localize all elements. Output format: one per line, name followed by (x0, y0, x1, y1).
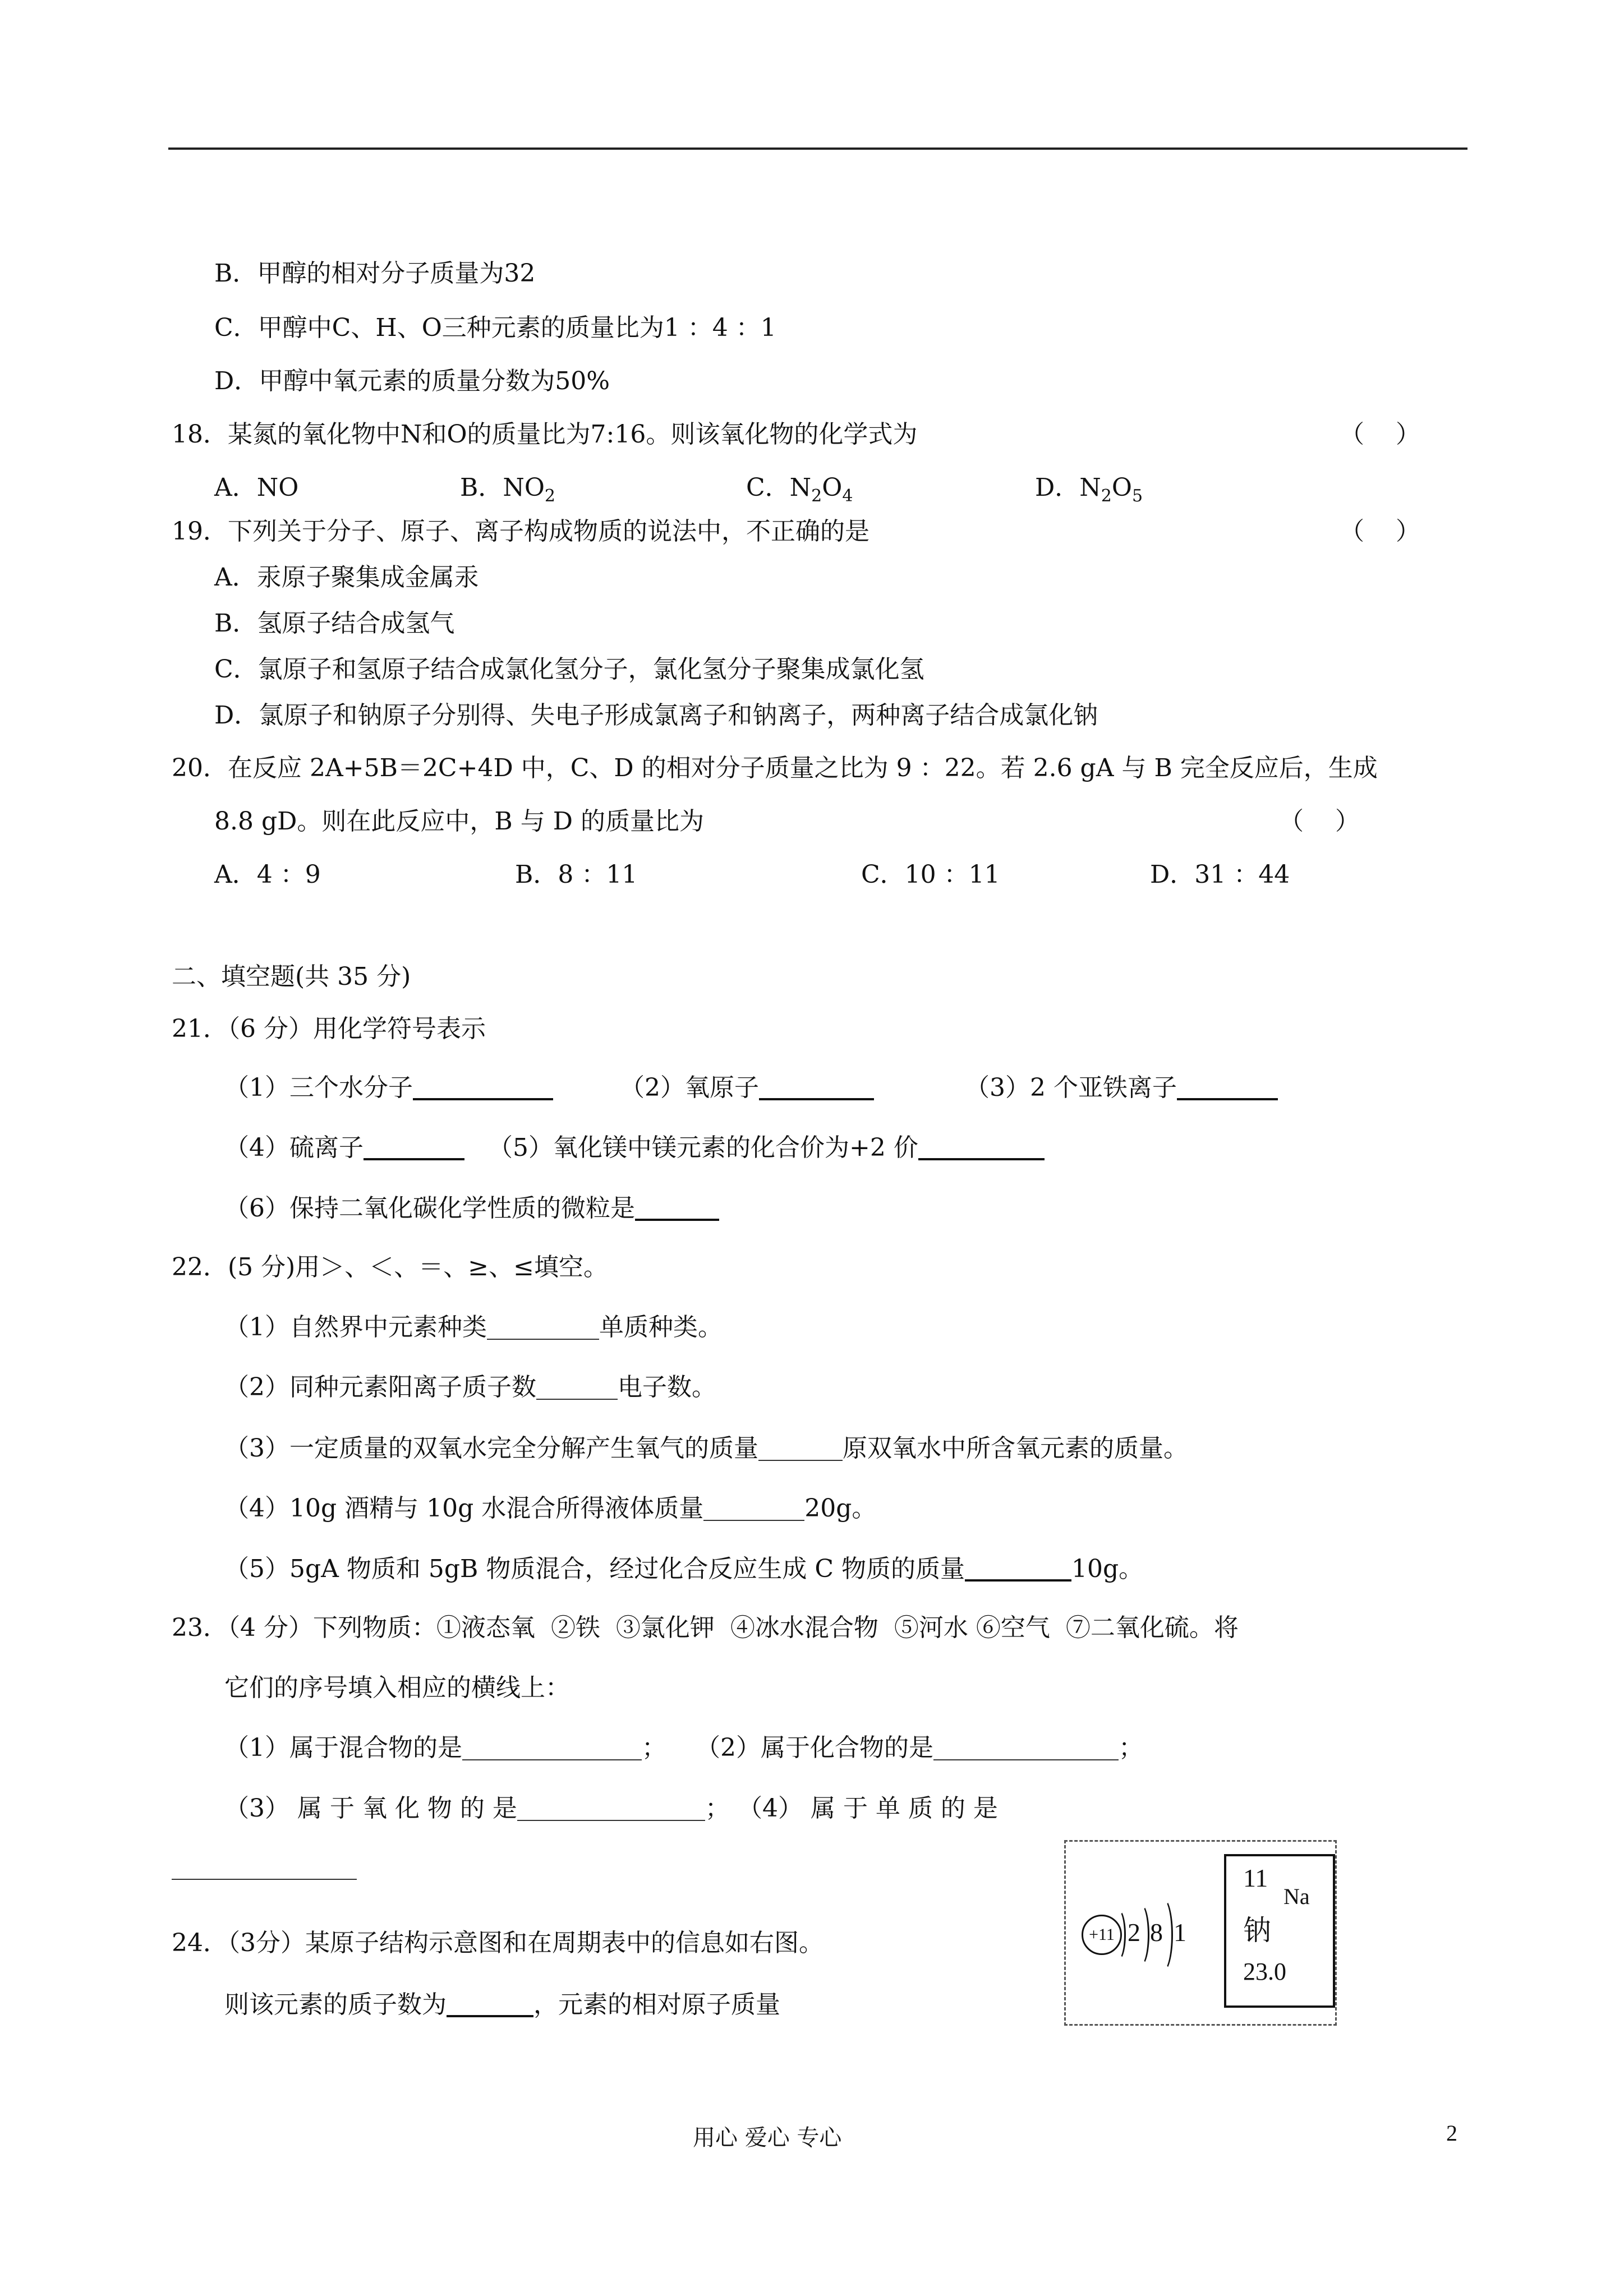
q20-stem-line1: 20．在反应 2A+5B＝2C+4D 中，C、D 的相对分子质量之比为 9 ：22。若 2.6 gA 与 B 完全反应后，生成 (172, 754, 1378, 782)
element-symbol: Na (1283, 1884, 1310, 1909)
q20-option-d: D．31 ：44 (1150, 860, 1290, 889)
q24-stem: 24．（3分）某原子结构示意图和在周期表中的信息如右图。 (172, 1929, 823, 1957)
q21-part5: （5）氧化镁中镁元素的化合价为+2 价 (488, 1131, 1045, 1165)
q21-part4: （4）硫离子 (224, 1131, 464, 1165)
q23-part3: （3） 属 于 氧 化 物 的 是 ； (224, 1794, 730, 1823)
q21-part6: （6）保持二氧化碳化学性质的微粒是 (224, 1192, 719, 1225)
periodic-table-tile (1224, 1854, 1335, 2008)
atom-nucleus: +11 (1082, 1915, 1122, 1955)
q20-answer-bracket: （ ） (1279, 807, 1360, 836)
q21-part2: （2）氧原子 (620, 1071, 874, 1105)
q21-stem: 21．（6 分）用化学符号表示 (172, 1015, 486, 1043)
q18-option-a: A．NO (214, 473, 299, 502)
page-number: 2 (1446, 2120, 1457, 2146)
q23-stem-line1: 23．（4 分）下列物质：①液态氧 ②铁 ③氯化钾 ④冰水混合物 ⑤河水 ⑥空气 ⑦二氧化硫。将 (172, 1613, 1239, 1642)
q18-option-c: C．$N_2O_4$ (746, 473, 853, 506)
q19-answer-bracket: （ ） (1340, 517, 1420, 546)
q19-option-b: B．氢原子结合成氢气 (214, 609, 455, 638)
header-rule (168, 147, 1467, 150)
q23-part1: （1）属于混合物的是 ； (224, 1733, 666, 1762)
q19-option-a: A．汞原子聚集成金属汞 (214, 563, 479, 592)
q22-part4: （4）10g 酒精与 10g 水混合所得液体质量 20g。 (224, 1494, 877, 1523)
element-name: 钠 (1243, 1914, 1271, 1947)
q20-stem-line2: 8.8 gD。则在此反应中，B 与 D 的质量比为 (214, 807, 704, 836)
q17-option-b: B．甲醇的相对分子质量为32 (214, 259, 536, 288)
q20-option-b: B．8 ：11 (515, 860, 638, 889)
q22-part3: （3）一定质量的双氧水完全分解产生氧气的质量 原双氧水中所含氧元素的质量。 (224, 1434, 1188, 1463)
section-title: 二、填空题(共 35 分) (172, 962, 411, 991)
q23-part4: （4） 属 于 单 质 的 是 (738, 1794, 998, 1823)
q20-option-c: C．10 ：11 (861, 860, 1000, 889)
q22-part1: （1）自然界中元素种类 单质种类。 (224, 1313, 723, 1341)
shell-2-electrons: 8 (1150, 1918, 1163, 1947)
footer-slogan: 用心 爱心 专心 (693, 2125, 842, 2151)
q19-stem: 19．下列关于分子、原子、离子构成物质的说法中，不正确的是 (172, 517, 869, 546)
q19-option-c: C．氯原子和氢原子结合成氯化氢分子，氯化氢分子聚集成氯化氢 (214, 655, 924, 684)
shell-1-electrons: 2 (1128, 1918, 1140, 1947)
q18-stem: 18．某氮的氧化物中N和O的质量比为7:16。则该氧化物的化学式为 (172, 420, 918, 449)
q23-part4-blank (172, 1851, 357, 1884)
q17-option-c: C．甲醇中C、H、O三种元素的质量比为1 ：4 ：1 (214, 313, 776, 342)
atomic-mass: 23.0 (1243, 1958, 1286, 1985)
q20-option-a: A．4 ：9 (214, 860, 321, 889)
atomic-number: 11 (1243, 1864, 1268, 1892)
shell-arc-1 (1111, 1909, 1126, 1961)
q22-stem: 22．(5 分)用＞、＜、＝、≥、≤填空。 (172, 1253, 609, 1281)
shell-3-electrons: 1 (1174, 1918, 1186, 1947)
q21-part1: （1）三个水分子 (224, 1071, 553, 1105)
q18-option-b: B．$NO_2$ (460, 473, 555, 506)
q18-option-d: D．$N_2O_5$ (1035, 473, 1143, 506)
sodium-figure (1064, 1840, 1337, 2026)
q22-part5: （5）5gA 物质和 5gB 物质混合，经过化合反应生成 C 物质的质量 10g。 (224, 1552, 1143, 1586)
q24-line2: 则该元素的质子数为 ，元素的相对原子质量 (224, 1988, 780, 2022)
q18-answer-bracket: （ ） (1340, 420, 1420, 449)
q23-part2: （2）属于化合物的是 ； (696, 1733, 1143, 1762)
q19-option-d: D．氯原子和钠原子分别得、失电子形成氯离子和钠离子，两种离子结合成氯化钠 (214, 701, 1098, 730)
q23-stem-line2: 它们的序号填入相应的横线上： (224, 1673, 570, 1702)
q21-part3: （3）2 个亚铁离子 (965, 1071, 1278, 1105)
q22-part2: （2）同种元素阳离子质子数 电子数。 (224, 1373, 716, 1401)
q17-option-d: D．甲醇中氧元素的质量分数为50% (214, 367, 610, 395)
